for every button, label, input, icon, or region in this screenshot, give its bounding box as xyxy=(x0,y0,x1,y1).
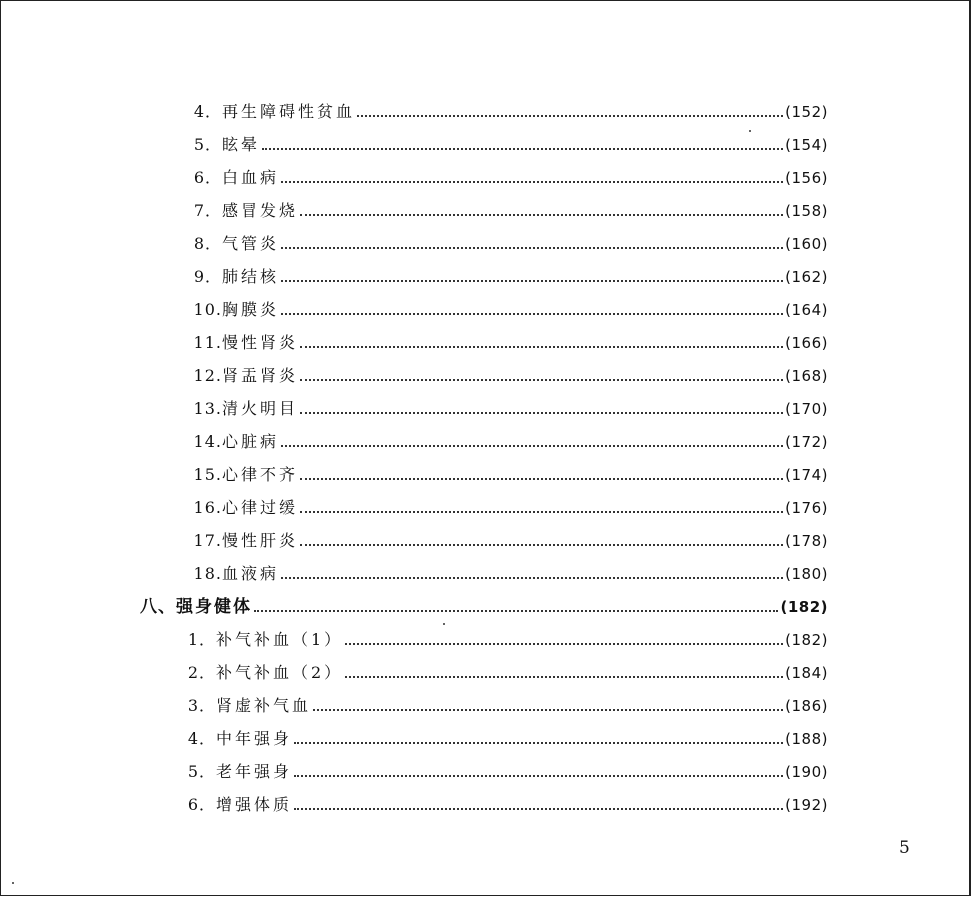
toc-entry xyxy=(186,92,828,122)
toc-entry-title: 感冒发烧 xyxy=(222,201,299,220)
toc-entry xyxy=(178,620,828,650)
toc-entry-number: 8． xyxy=(193,234,222,253)
toc-dot-leader xyxy=(262,148,783,150)
toc-entry-title: 补气补血（2） xyxy=(216,663,344,682)
toc-entry-number: 4． xyxy=(187,729,216,748)
toc-dot-leader xyxy=(281,280,783,282)
toc-entry xyxy=(182,554,828,584)
toc-entry-title: 胸膜炎 xyxy=(222,300,280,319)
toc-entry xyxy=(182,389,828,419)
toc-entry-number: 6． xyxy=(193,168,222,187)
toc-dot-leader xyxy=(357,115,783,117)
toc-entry-page: (184) xyxy=(785,664,828,682)
toc-entry-number: 3． xyxy=(187,696,216,715)
toc-entry xyxy=(182,488,828,518)
toc-entry xyxy=(182,323,828,353)
toc-entry xyxy=(182,290,828,320)
toc-entry-page: (158) xyxy=(785,202,828,220)
toc-entry-number: 18. xyxy=(193,564,222,583)
toc-dot-leader xyxy=(313,709,783,711)
toc-entry-number: 9． xyxy=(193,267,222,286)
toc-entry-page: (182) xyxy=(780,598,828,616)
toc-dot-leader xyxy=(281,181,783,183)
toc-entry xyxy=(182,422,828,452)
toc-entry-title: 肾盂肾炎 xyxy=(222,366,299,385)
toc-entry-page: (176) xyxy=(785,499,828,517)
toc-entry xyxy=(186,257,828,287)
toc-dot-leader xyxy=(300,379,783,381)
toc-dot-leader xyxy=(281,247,783,249)
toc-entry-title: 慢性肾炎 xyxy=(222,333,299,352)
toc-entry-page: (162) xyxy=(785,268,828,286)
toc-dot-leader xyxy=(300,478,783,480)
toc-entry-number: 16. xyxy=(193,498,222,517)
toc-entry-page: (190) xyxy=(785,763,828,781)
toc-entry-page: (180) xyxy=(785,565,828,583)
toc-entry xyxy=(178,719,828,749)
toc-entry-page: (154) xyxy=(785,136,828,154)
toc-entry-number: 7． xyxy=(193,201,222,220)
toc-entry-page: (152) xyxy=(785,103,828,121)
toc-entry-number: 11. xyxy=(193,333,222,352)
toc-entry-page: (168) xyxy=(785,367,828,385)
toc-entry-title: 白血病 xyxy=(222,168,280,187)
toc-dot-leader xyxy=(281,577,783,579)
toc-dot-leader xyxy=(294,742,783,744)
toc-entry xyxy=(178,653,828,683)
toc-dot-leader xyxy=(294,808,783,810)
toc-dot-leader xyxy=(300,214,783,216)
toc-dot-leader xyxy=(345,643,783,645)
scan-speck xyxy=(12,882,14,884)
toc-entry xyxy=(178,752,828,782)
toc-entry-title: 老年强身 xyxy=(216,762,293,781)
toc-entry xyxy=(182,455,828,485)
toc-entry-page: (170) xyxy=(785,400,828,418)
toc-entry xyxy=(178,686,828,716)
toc-section-heading xyxy=(138,587,828,617)
toc-entry-number: 14. xyxy=(193,432,222,451)
toc-entry-number: 1． xyxy=(187,630,216,649)
toc-entry-number: 2． xyxy=(187,663,216,682)
toc-entry-page: (160) xyxy=(785,235,828,253)
toc-entry-page: (166) xyxy=(785,334,828,352)
toc-entry-page: (156) xyxy=(785,169,828,187)
toc-entry-number: 10. xyxy=(193,300,222,319)
toc-entry-page: (182) xyxy=(785,631,828,649)
toc-entry-title: 眩晕 xyxy=(222,135,261,154)
toc-dot-leader xyxy=(281,313,783,315)
scan-speck xyxy=(749,130,751,132)
toc-entry-title: 肺结核 xyxy=(222,267,280,286)
toc-entry-page: (174) xyxy=(785,466,828,484)
toc-entry-title: 心律不齐 xyxy=(222,465,299,484)
toc-entry-page: (186) xyxy=(785,697,828,715)
toc-entry-title: 气管炎 xyxy=(222,234,280,253)
toc-entry-number: 17. xyxy=(193,531,222,550)
toc-dot-leader xyxy=(281,445,783,447)
toc-dot-leader xyxy=(300,346,783,348)
toc-section-number: 八、 xyxy=(140,597,176,617)
toc-entry-number: 12. xyxy=(193,366,222,385)
toc-entry-number: 6． xyxy=(187,795,216,814)
page-number: 5 xyxy=(899,838,910,858)
toc-entry-title: 肾虚补气血 xyxy=(216,696,312,715)
toc-entry xyxy=(186,158,828,188)
toc-entry-title: 心脏病 xyxy=(222,432,280,451)
toc-entry xyxy=(186,191,828,221)
toc-entry-page: (192) xyxy=(785,796,828,814)
toc-entry-number: 4． xyxy=(193,102,222,121)
toc-entry xyxy=(182,521,828,551)
scan-speck xyxy=(443,623,445,625)
toc-entry-number: 5． xyxy=(187,762,216,781)
toc-dot-leader xyxy=(300,511,783,513)
toc-dot-leader xyxy=(300,412,783,414)
toc-entry xyxy=(178,785,828,815)
toc-entry-title: 增强体质 xyxy=(216,795,293,814)
toc-entry-title: 中年强身 xyxy=(216,729,293,748)
toc-dot-leader xyxy=(294,775,783,777)
toc-entry-title: 补气补血（1） xyxy=(216,630,344,649)
toc-entry-title: 心律过缓 xyxy=(222,498,299,517)
toc-entry-title: 再生障碍性贫血 xyxy=(222,102,356,121)
toc-entry xyxy=(186,224,828,254)
toc-entry-title: 慢性肝炎 xyxy=(222,531,299,550)
toc-dot-leader xyxy=(345,676,783,678)
toc-dot-leader xyxy=(254,610,778,612)
toc-entry-title: 清火明目 xyxy=(222,399,299,418)
toc-entry-page: (172) xyxy=(785,433,828,451)
toc-dot-leader xyxy=(300,544,783,546)
toc-entry-page: (188) xyxy=(785,730,828,748)
toc-entry xyxy=(186,125,828,155)
toc-entry-number: 13. xyxy=(193,399,222,418)
toc-entry-page: (178) xyxy=(785,532,828,550)
toc-entry-page: (164) xyxy=(785,301,828,319)
toc-entry-number: 5． xyxy=(193,135,222,154)
toc-entry-title: 血液病 xyxy=(222,564,280,583)
toc-section-title: 强身健体 xyxy=(176,597,252,617)
toc-entry-number: 15. xyxy=(193,465,222,484)
toc-entry xyxy=(182,356,828,386)
